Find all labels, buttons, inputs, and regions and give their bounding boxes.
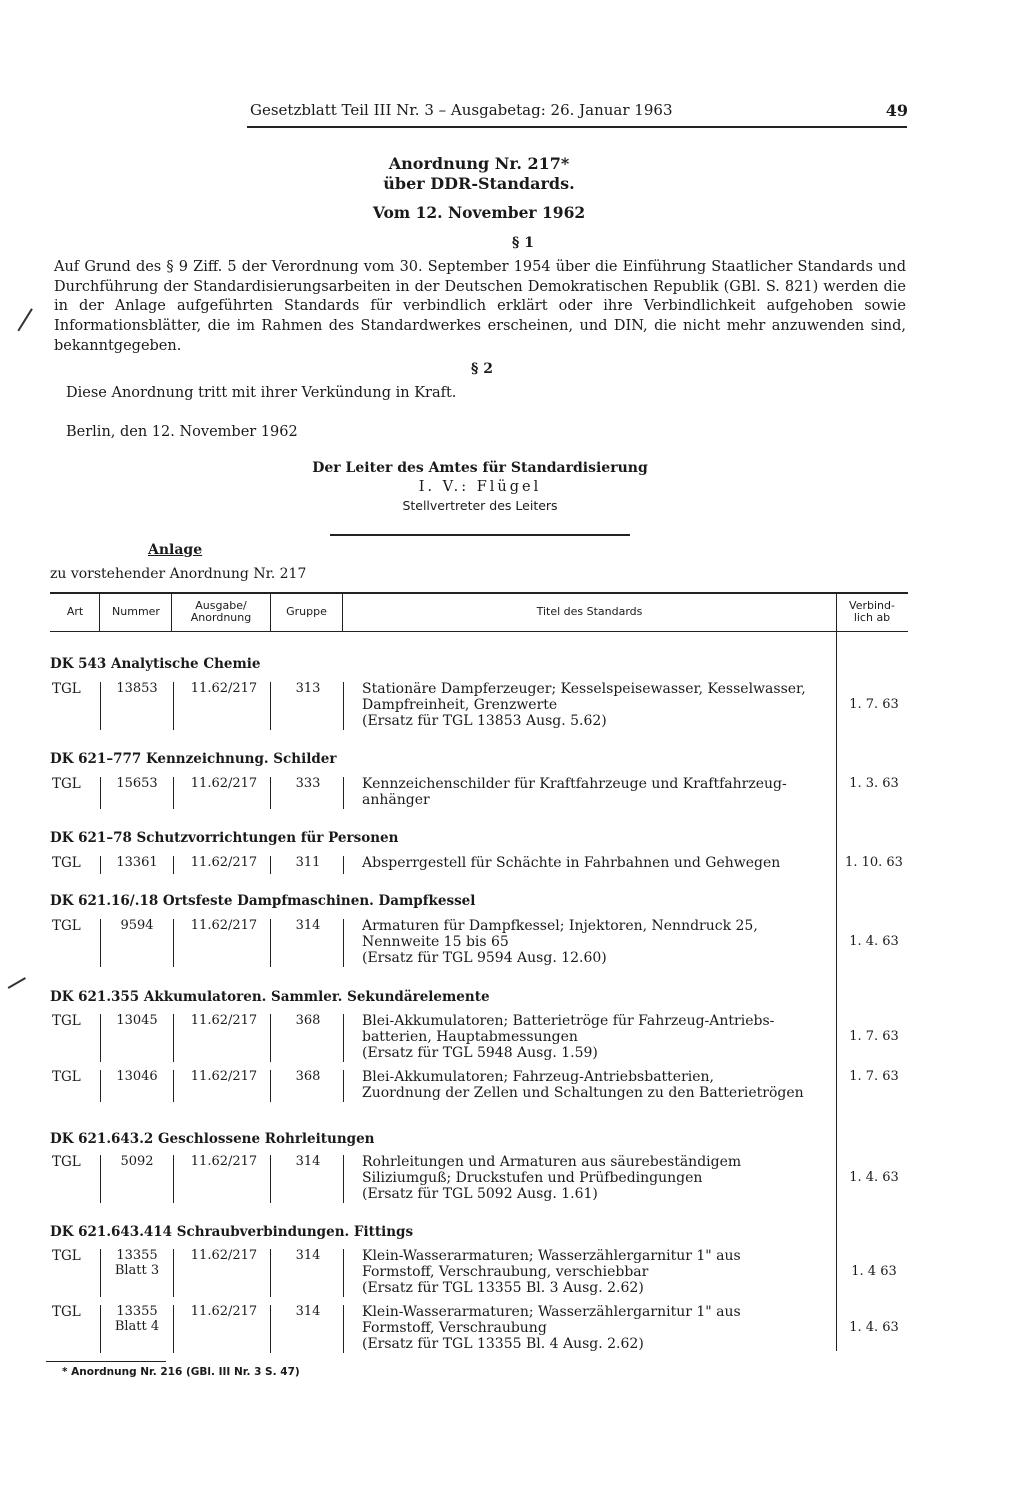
row-divider — [173, 682, 174, 730]
cell-nummer-value: 9594 — [120, 918, 154, 933]
row-divider — [343, 1014, 344, 1062]
row-divider — [343, 682, 344, 730]
cell-nummer — [104, 1248, 170, 1278]
cell-art: TGL — [52, 681, 81, 697]
cell-nummer-value: 15653 — [116, 776, 158, 791]
cell-blatt: Blatt 4 — [114, 1319, 160, 1334]
cell-ausgabe: 11.62/217 — [190, 918, 258, 933]
row-divider — [173, 1014, 174, 1062]
cell-nummer — [104, 681, 170, 696]
titel-line: Absperrgestell für Schächte in Fahrbahnen und Gehwegen — [362, 855, 781, 871]
cell-titel — [362, 776, 832, 808]
col-header-verbindlich-line2: lich ab — [853, 611, 891, 624]
group-heading: DK 621.355 Akkumulatoren. Sammler. Sekundärelemente — [50, 989, 490, 1005]
cell-ausgabe: 11.62/217 — [190, 1304, 258, 1319]
cell-ausgabe: 11.62/217 — [190, 855, 258, 870]
cell-nummer — [104, 1154, 170, 1169]
row-divider — [343, 777, 344, 809]
cell-nummer-value: 13355 — [116, 1304, 158, 1319]
cell-ausgabe: 11.62/217 — [190, 681, 258, 696]
titel-line: Armaturen für Dampfkessel; Injektoren, Nenndruck 25, — [362, 918, 758, 934]
cell-titel — [362, 1069, 832, 1101]
cell-gruppe: 314 — [295, 1154, 321, 1169]
titel-line: Dampfreinheit, Grenzwerte — [362, 697, 558, 713]
cell-art: TGL — [52, 1304, 81, 1320]
cell-titel — [362, 1304, 832, 1352]
ordinance-subtitle: über DDR-Standards. — [383, 174, 575, 193]
row-divider — [270, 1014, 271, 1062]
titel-line: (Ersatz für TGL 5092 Ausg. 1.61) — [362, 1186, 598, 1202]
margin-pencil-mark — [8, 977, 26, 988]
cell-titel — [362, 1013, 832, 1061]
ordinance-title: Anordnung Nr. 217* — [388, 154, 570, 173]
cell-ausgabe: 11.62/217 — [190, 1248, 258, 1263]
row-divider — [270, 682, 271, 730]
signature-name: I. V.: Flügel — [418, 479, 542, 495]
titel-line: (Ersatz für TGL 13355 Bl. 4 Ausg. 2.62) — [362, 1336, 644, 1352]
titel-line: Rohrleitungen und Armaturen aus säurebeständigem — [362, 1154, 742, 1170]
cell-verbindlich: 1. 4. 63 — [849, 934, 899, 949]
row-divider — [100, 682, 101, 730]
signature-role: Stellvertreter des Leiters — [402, 498, 558, 513]
cell-art: TGL — [52, 1154, 81, 1170]
cell-nummer — [104, 1069, 170, 1084]
col-header-verbindlich-line1: Verbind- — [849, 599, 895, 612]
anlage-subtitle: zu vorstehender Anordnung Nr. 217 — [50, 566, 307, 582]
titel-line: Siliziumguß; Druckstufen und Prüfbedingungen — [362, 1170, 703, 1186]
cell-verbindlich: 1. 4. 63 — [849, 1170, 899, 1185]
titel-line: Nennweite 15 bis 65 — [362, 934, 509, 950]
row-divider — [173, 1155, 174, 1203]
titel-line: Klein-Wasserarmaturen; Wasserzählergarnitur 1" aus — [362, 1304, 741, 1320]
row-divider — [343, 1305, 344, 1353]
cell-gruppe: 314 — [295, 918, 321, 933]
cell-nummer — [104, 1013, 170, 1028]
page-number: 49 — [885, 101, 908, 120]
row-divider — [100, 777, 101, 809]
cell-titel — [362, 918, 832, 966]
col-header-nummer: Nummer — [112, 605, 160, 618]
cell-gruppe: 333 — [295, 776, 321, 791]
col-header-ausgabe-line1: Ausgabe/ — [195, 599, 247, 612]
titel-line: Blei-Akkumulatoren; Fahrzeug-Antriebsbatterien, — [362, 1069, 714, 1085]
row-divider — [173, 919, 174, 967]
header-rule — [247, 126, 907, 128]
titel-line: anhänger — [362, 792, 430, 808]
row-divider — [270, 856, 271, 874]
table-top-rule — [50, 592, 908, 594]
cell-verbindlich: 1. 7. 63 — [849, 1029, 899, 1044]
titel-line: (Ersatz für TGL 5948 Ausg. 1.59) — [362, 1045, 598, 1061]
cell-ausgabe: 11.62/217 — [190, 1069, 258, 1084]
row-divider — [270, 1155, 271, 1203]
titel-line: batterien, Hauptabmessungen — [362, 1029, 578, 1045]
col-header-art: Art — [66, 605, 84, 618]
cell-art: TGL — [52, 1013, 81, 1029]
cell-nummer-value: 13361 — [116, 855, 158, 870]
row-divider — [173, 1249, 174, 1297]
cell-ausgabe: 11.62/217 — [190, 776, 258, 791]
cell-gruppe: 311 — [295, 855, 321, 870]
cell-ausgabe: 11.62/217 — [190, 1013, 258, 1028]
footnote-rule — [46, 1361, 166, 1362]
group-heading: DK 543 Analytische Chemie — [50, 656, 261, 672]
row-divider — [270, 1305, 271, 1353]
cell-nummer — [104, 776, 170, 791]
row-divider — [270, 919, 271, 967]
cell-nummer-value: 5092 — [120, 1154, 154, 1169]
titel-line: (Ersatz für TGL 13853 Ausg. 5.62) — [362, 713, 607, 729]
col-header-ausgabe-line2: Anordnung — [190, 611, 252, 624]
cell-verbindlich: 1. 7. 63 — [849, 697, 899, 712]
row-divider — [270, 1249, 271, 1297]
cell-nummer-value: 13045 — [116, 1013, 158, 1028]
titel-line: Formstoff, Verschraubung, verschiebbar — [362, 1264, 649, 1280]
anlage-title: Anlage — [148, 542, 203, 558]
section-2-text: Diese Anordnung tritt mit ihrer Verkündung in Kraft. — [66, 385, 457, 401]
cell-titel — [362, 681, 832, 729]
titel-line: Kennzeichenschilder für Kraftfahrzeuge und Kraftfahrzeug- — [362, 776, 787, 792]
ordinance-date: Vom 12. November 1962 — [372, 203, 586, 222]
row-divider — [343, 1249, 344, 1297]
row-divider — [100, 1155, 101, 1203]
col-header-gruppe: Gruppe — [286, 605, 327, 618]
cell-titel — [362, 1154, 832, 1202]
row-divider — [173, 777, 174, 809]
titel-line: (Ersatz für TGL 13355 Bl. 3 Ausg. 2.62) — [362, 1280, 644, 1296]
cell-art: TGL — [52, 1069, 81, 1085]
cell-art: TGL — [52, 776, 81, 792]
table-header-rule — [50, 631, 908, 632]
titel-line: Klein-Wasserarmaturen; Wasserzählergarnitur 1" aus — [362, 1248, 741, 1264]
row-divider — [173, 1305, 174, 1353]
row-divider — [343, 1155, 344, 1203]
row-divider — [270, 1070, 271, 1102]
footnote: * Anordnung Nr. 216 (GBl. III Nr. 3 S. 47) — [62, 1366, 300, 1378]
section-2-label: § 2 — [471, 361, 493, 377]
header-divider — [99, 594, 100, 631]
cell-titel — [362, 855, 832, 871]
section-1-label: § 1 — [512, 235, 534, 251]
row-divider — [100, 1014, 101, 1062]
row-divider — [173, 856, 174, 874]
signature-rule — [330, 534, 630, 536]
cell-ausgabe: 11.62/217 — [190, 1154, 258, 1169]
cell-verbindlich: 1. 10. 63 — [845, 855, 903, 870]
cell-nummer-value: 13355 — [116, 1248, 158, 1263]
group-heading: DK 621.16/.18 Ortsfeste Dampfmaschinen. Dampfkessel — [50, 893, 476, 909]
row-divider — [270, 777, 271, 809]
page-header-title: Gesetzblatt Teil III Nr. 3 – Ausgabetag: 26. Januar 1963 — [250, 101, 673, 119]
cell-verbindlich: 1. 4 63 — [851, 1264, 897, 1279]
cell-gruppe: 313 — [295, 681, 321, 696]
cell-verbindlich: 1. 3. 63 — [849, 776, 899, 791]
titel-line: Formstoff, Verschraubung — [362, 1320, 547, 1336]
cell-nummer — [104, 918, 170, 933]
signature-office: Der Leiter des Amtes für Standardisierung — [312, 460, 648, 476]
row-divider — [100, 919, 101, 967]
col-header-ausgabe — [172, 600, 270, 624]
cell-gruppe: 368 — [295, 1013, 321, 1028]
cell-gruppe: 314 — [295, 1248, 321, 1263]
row-divider — [343, 919, 344, 967]
cell-nummer-value: 13046 — [116, 1069, 158, 1084]
group-heading: DK 621–78 Schutzvorrichtungen für Personen — [50, 830, 399, 846]
col-header-verbindlich — [837, 600, 907, 624]
cell-nummer — [104, 1304, 170, 1334]
cell-art: TGL — [52, 918, 81, 934]
cell-titel — [362, 1248, 832, 1296]
titel-line: (Ersatz für TGL 9594 Ausg. 12.60) — [362, 950, 607, 966]
cell-blatt: Blatt 3 — [114, 1263, 160, 1278]
titel-line: Blei-Akkumulatoren; Batterietröge für Fahrzeug-Antriebs- — [362, 1013, 775, 1029]
section-1-text — [54, 258, 906, 357]
cell-art: TGL — [52, 1248, 81, 1264]
row-divider — [173, 1070, 174, 1102]
cell-verbindlich: 1. 7. 63 — [849, 1069, 899, 1084]
row-divider — [100, 1249, 101, 1297]
row-divider — [343, 856, 344, 874]
cell-nummer-value: 13853 — [116, 681, 158, 696]
titel-line: Stationäre Dampferzeuger; Kesselspeisewasser, Kesselwasser, — [362, 681, 806, 697]
row-divider — [343, 1070, 344, 1102]
section-1-paragraph: Auf Grund des § 9 Ziff. 5 der Verordnung vom 30. September 1954 über die Einführung Staatlicher Standards und Durchführung der Standardisierungsarbeiten in der Deutschen Demokratischen Republik (GBl. S. 821) werden die in der Anlage aufgeführten Standards für verbindlich erklärt oder ihre Verbindlichkeit aufgehoben sowie Informationsblätter, die im Rahmen des Standardwerkes erscheinen, und DIN, die nicht mehr anzuwenden sind, bekanntgegeben. — [54, 259, 906, 354]
titel-line: Zuordnung der Zellen und Schaltungen zu den Batterietrögen — [362, 1085, 804, 1101]
place-date: Berlin, den 12. November 1962 — [66, 424, 298, 440]
margin-pencil-mark — [17, 308, 32, 331]
cell-nummer — [104, 855, 170, 870]
cell-art: TGL — [52, 855, 81, 871]
group-heading: DK 621.643.414 Schraubverbindungen. Fittings — [50, 1224, 414, 1240]
row-divider — [100, 856, 101, 874]
cell-verbindlich: 1. 4. 63 — [849, 1320, 899, 1335]
group-heading: DK 621–777 Kennzeichnung. Schilder — [50, 751, 337, 767]
cell-gruppe: 314 — [295, 1304, 321, 1319]
verbindlich-column-border — [836, 632, 837, 1351]
row-divider — [100, 1070, 101, 1102]
group-heading: DK 621.643.2 Geschlossene Rohrleitungen — [50, 1131, 375, 1147]
cell-gruppe: 368 — [295, 1069, 321, 1084]
col-header-titel: Titel des Standards — [536, 605, 643, 618]
row-divider — [100, 1305, 101, 1353]
